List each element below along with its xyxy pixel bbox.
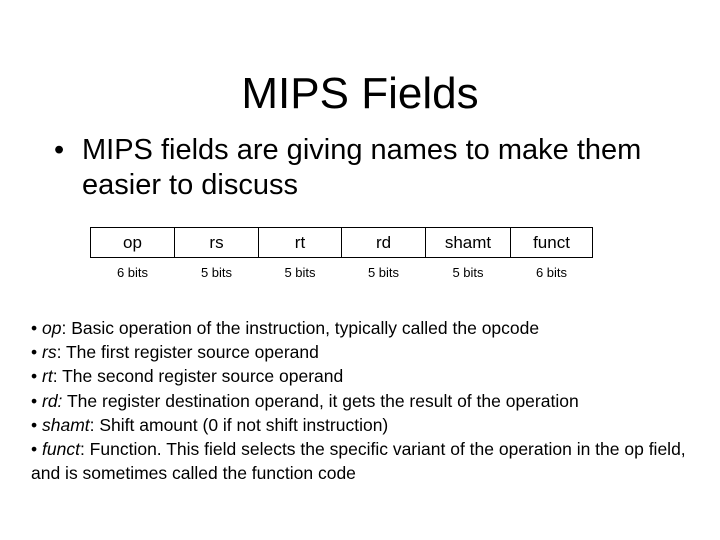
description-term: funct — [42, 439, 80, 460]
description-bullet: • — [31, 318, 42, 338]
main-bullet-text: MIPS fields are giving names to make them easier to discuss — [82, 134, 642, 201]
description-item-rd — [31, 389, 711, 413]
bullet-dot: • — [54, 134, 65, 166]
description-term: rs — [42, 342, 57, 363]
description-bullet: • — [31, 414, 42, 435]
field-name-rt: rt — [259, 228, 342, 258]
description-item-shamt — [31, 413, 711, 437]
field-names-row — [91, 228, 593, 258]
description-text: : The first register source operand — [56, 342, 319, 363]
description-term: rd: — [42, 390, 63, 411]
field-bits-row — [91, 258, 593, 287]
field-bits-rs: 5 bits — [200, 264, 233, 280]
description-bullet: • — [31, 366, 42, 387]
description-item-rt — [31, 364, 711, 388]
description-item-op — [31, 316, 711, 340]
field-bits-funct: 6 bits — [535, 264, 568, 280]
description-text: : Function. This field selects the specific variant of the operation in the op field, and is sometimes called the function code — [31, 439, 686, 484]
slide-title: MIPS Fields — [241, 69, 479, 118]
description-text: : The second register source operand — [52, 366, 344, 387]
description-text: : Shift amount (0 if not shift instruction) — [89, 414, 389, 435]
description-term: rt — [42, 366, 53, 387]
description-bullet: • — [31, 390, 42, 411]
description-term: shamt — [42, 414, 90, 435]
main-bullet — [54, 133, 674, 203]
field-name-funct: funct — [511, 228, 593, 258]
description-text: The register destination operand, it gets the result of the operation — [62, 390, 579, 411]
description-term: op — [42, 318, 62, 338]
field-name-shamt: shamt — [426, 228, 511, 258]
description-bullet: • — [31, 439, 42, 460]
field-name-rs: rs — [175, 228, 259, 258]
description-bullet: • — [31, 342, 42, 363]
field-bits-op: 6 bits — [116, 264, 149, 280]
description-item-rs — [31, 340, 711, 364]
field-name-rd: rd — [342, 228, 426, 258]
mips-fields-table — [90, 227, 593, 286]
field-bits-rd: 5 bits — [367, 264, 400, 280]
field-name-op: op — [91, 228, 175, 258]
field-descriptions — [31, 316, 711, 485]
field-bits-rt: 5 bits — [284, 264, 316, 280]
description-text: : Basic operation of the instruction, typically called the opcode — [61, 318, 540, 338]
field-bits-shamt: 5 bits — [452, 264, 484, 280]
description-item-funct — [31, 437, 711, 485]
